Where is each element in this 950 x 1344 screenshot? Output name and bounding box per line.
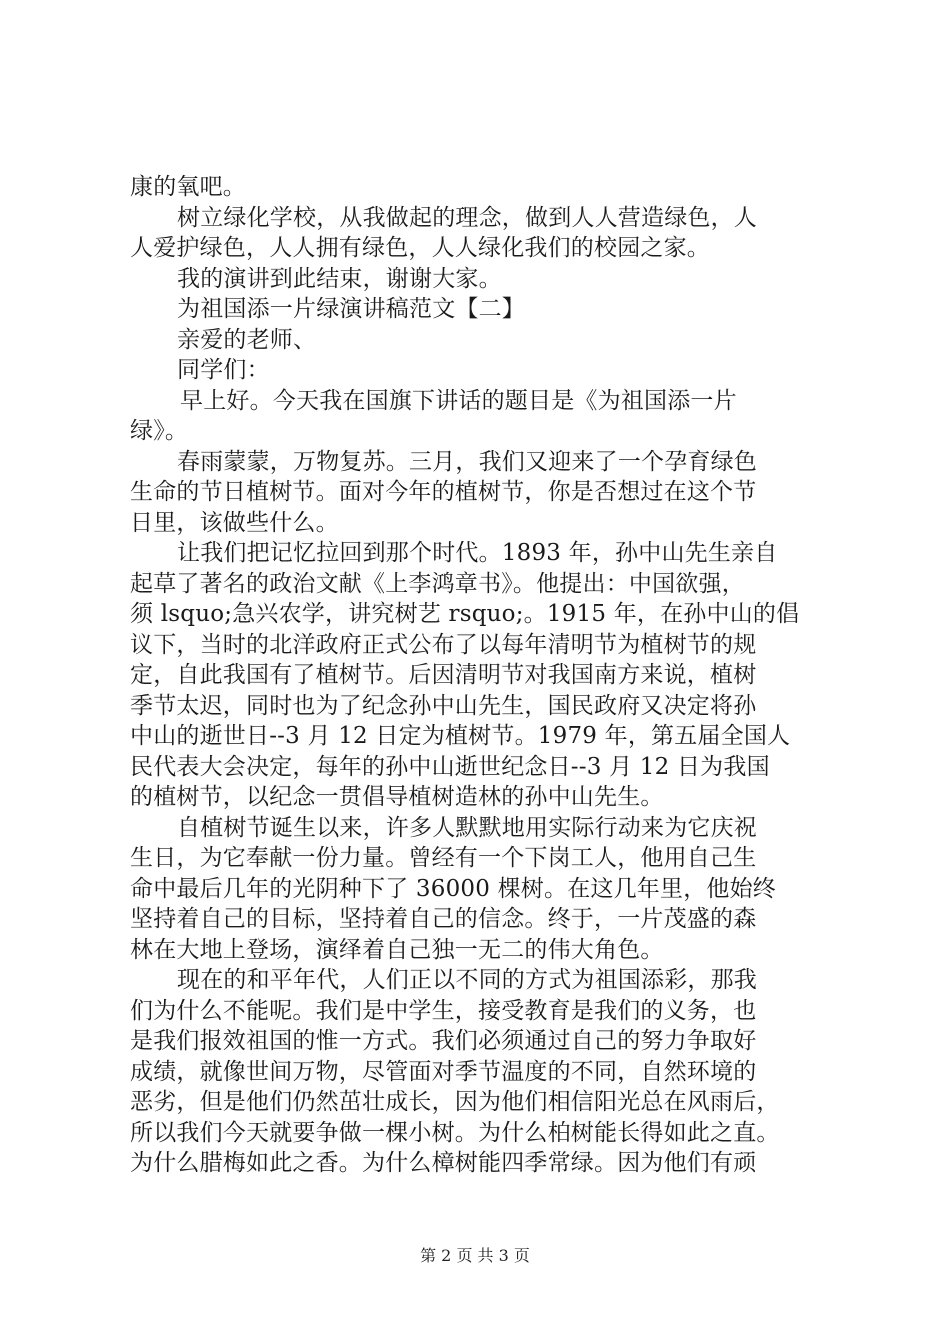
- text-line: 绿》。: [130, 418, 189, 444]
- text-line: 为什么腊梅如此之香。为什么樟树能四季常绿。因为他们有顽: [130, 1150, 757, 1176]
- text-line: 现在的和平年代，人们正以不同的方式为祖国添彩，那我: [177, 967, 757, 993]
- document-body: [130, 172, 830, 1179]
- text-line: 定，自此我国有了植树节。后因清明节对我国南方来说，植树: [130, 662, 757, 688]
- text-line: 人爱护绿色，人人拥有绿色，人人绿化我们的校园之家。: [130, 235, 710, 261]
- text-line: 须 lsquo;急兴农学，讲究树艺 rsquo;。1915 年，在孙中山的倡: [130, 601, 800, 627]
- text-line: 议下，当时的北洋政府正式公布了以每年清明节为植树节的规: [130, 631, 757, 658]
- salutation-line: 同学们：: [177, 357, 270, 383]
- text-line: 成绩，就像世间万物，尽管面对季节温度的不同，自然环境的: [130, 1058, 757, 1085]
- text-line: 林在大地上登场，演绎着自己独一无二的伟大角色。: [130, 936, 664, 963]
- text-line: 日里，该做些什么。: [130, 509, 339, 536]
- text-line: 们为什么不能呢。我们是中学生，接受教育是我们的义务，也: [130, 997, 757, 1024]
- text-line: 中山的逝世日--3 月 12 日定为植树节。1979 年，第五届全国人: [130, 723, 791, 749]
- text-line: 我的演讲到此结束，谢谢大家。: [177, 265, 502, 292]
- text-line: 早上好。今天我在国旗下讲话的题目是《为祖国添一片: [180, 387, 737, 414]
- text-line: 起草了著名的政治文献《上李鸿章书》。他提出：中国欲强，: [130, 570, 745, 597]
- text-line: 命中最后几年的光阴种下了 36000 棵树。在这几年里，他始终: [130, 875, 776, 902]
- text-line: 自植树节诞生以来，许多人默默地用实际行动来为它庆祝: [177, 814, 757, 841]
- text-line: 生日，为它奉献一份力量。曾经有一个下岗工人，他用自己生: [130, 845, 757, 871]
- text-line: 民代表大会决定，每年的孙中山逝世纪念日--3 月 12 日为我国: [130, 753, 770, 780]
- salutation-line: 亲爱的老师、: [177, 326, 317, 353]
- text-line: 坚持着自己的目标，坚持着自己的信念。终于，一片茂盛的森: [130, 906, 757, 932]
- text-line: 是我们报效祖国的惟一方式。我们必须通过自己的努力争取好: [130, 1028, 757, 1054]
- text-line: 恶劣，但是他们仍然茁壮成长，因为他们相信阳光总在风雨后，: [130, 1089, 780, 1115]
- text-line: 季节太迟，同时也为了纪念孙中山先生，国民政府又决定将孙: [130, 692, 757, 719]
- text-line: 春雨蒙蒙，万物复苏。三月，我们又迎来了一个孕育绿色: [177, 448, 757, 475]
- text-line: 的植树节，以纪念一贯倡导植树造林的孙中山先生。: [130, 784, 664, 810]
- page-number: 第 2 页 共 3 页: [420, 1246, 530, 1265]
- text-line: 树立绿化学校，从我做起的理念，做到人人营造绿色，人: [177, 204, 757, 231]
- text-line: 让我们把记忆拉回到那个时代。1893 年，孙中山先生亲自: [177, 540, 778, 566]
- text-line: 康的氧吧。: [130, 174, 246, 200]
- text-line: 生命的节日植树节。面对今年的植树节，你是否想过在这个节: [130, 479, 757, 505]
- page-footer: [0, 1243, 950, 1266]
- section-heading: 为祖国添一片绿演讲稿范文【二】: [177, 296, 525, 322]
- text-line: 所以我们今天就要争做一棵小树。为什么柏树能长得如此之直。: [130, 1119, 780, 1146]
